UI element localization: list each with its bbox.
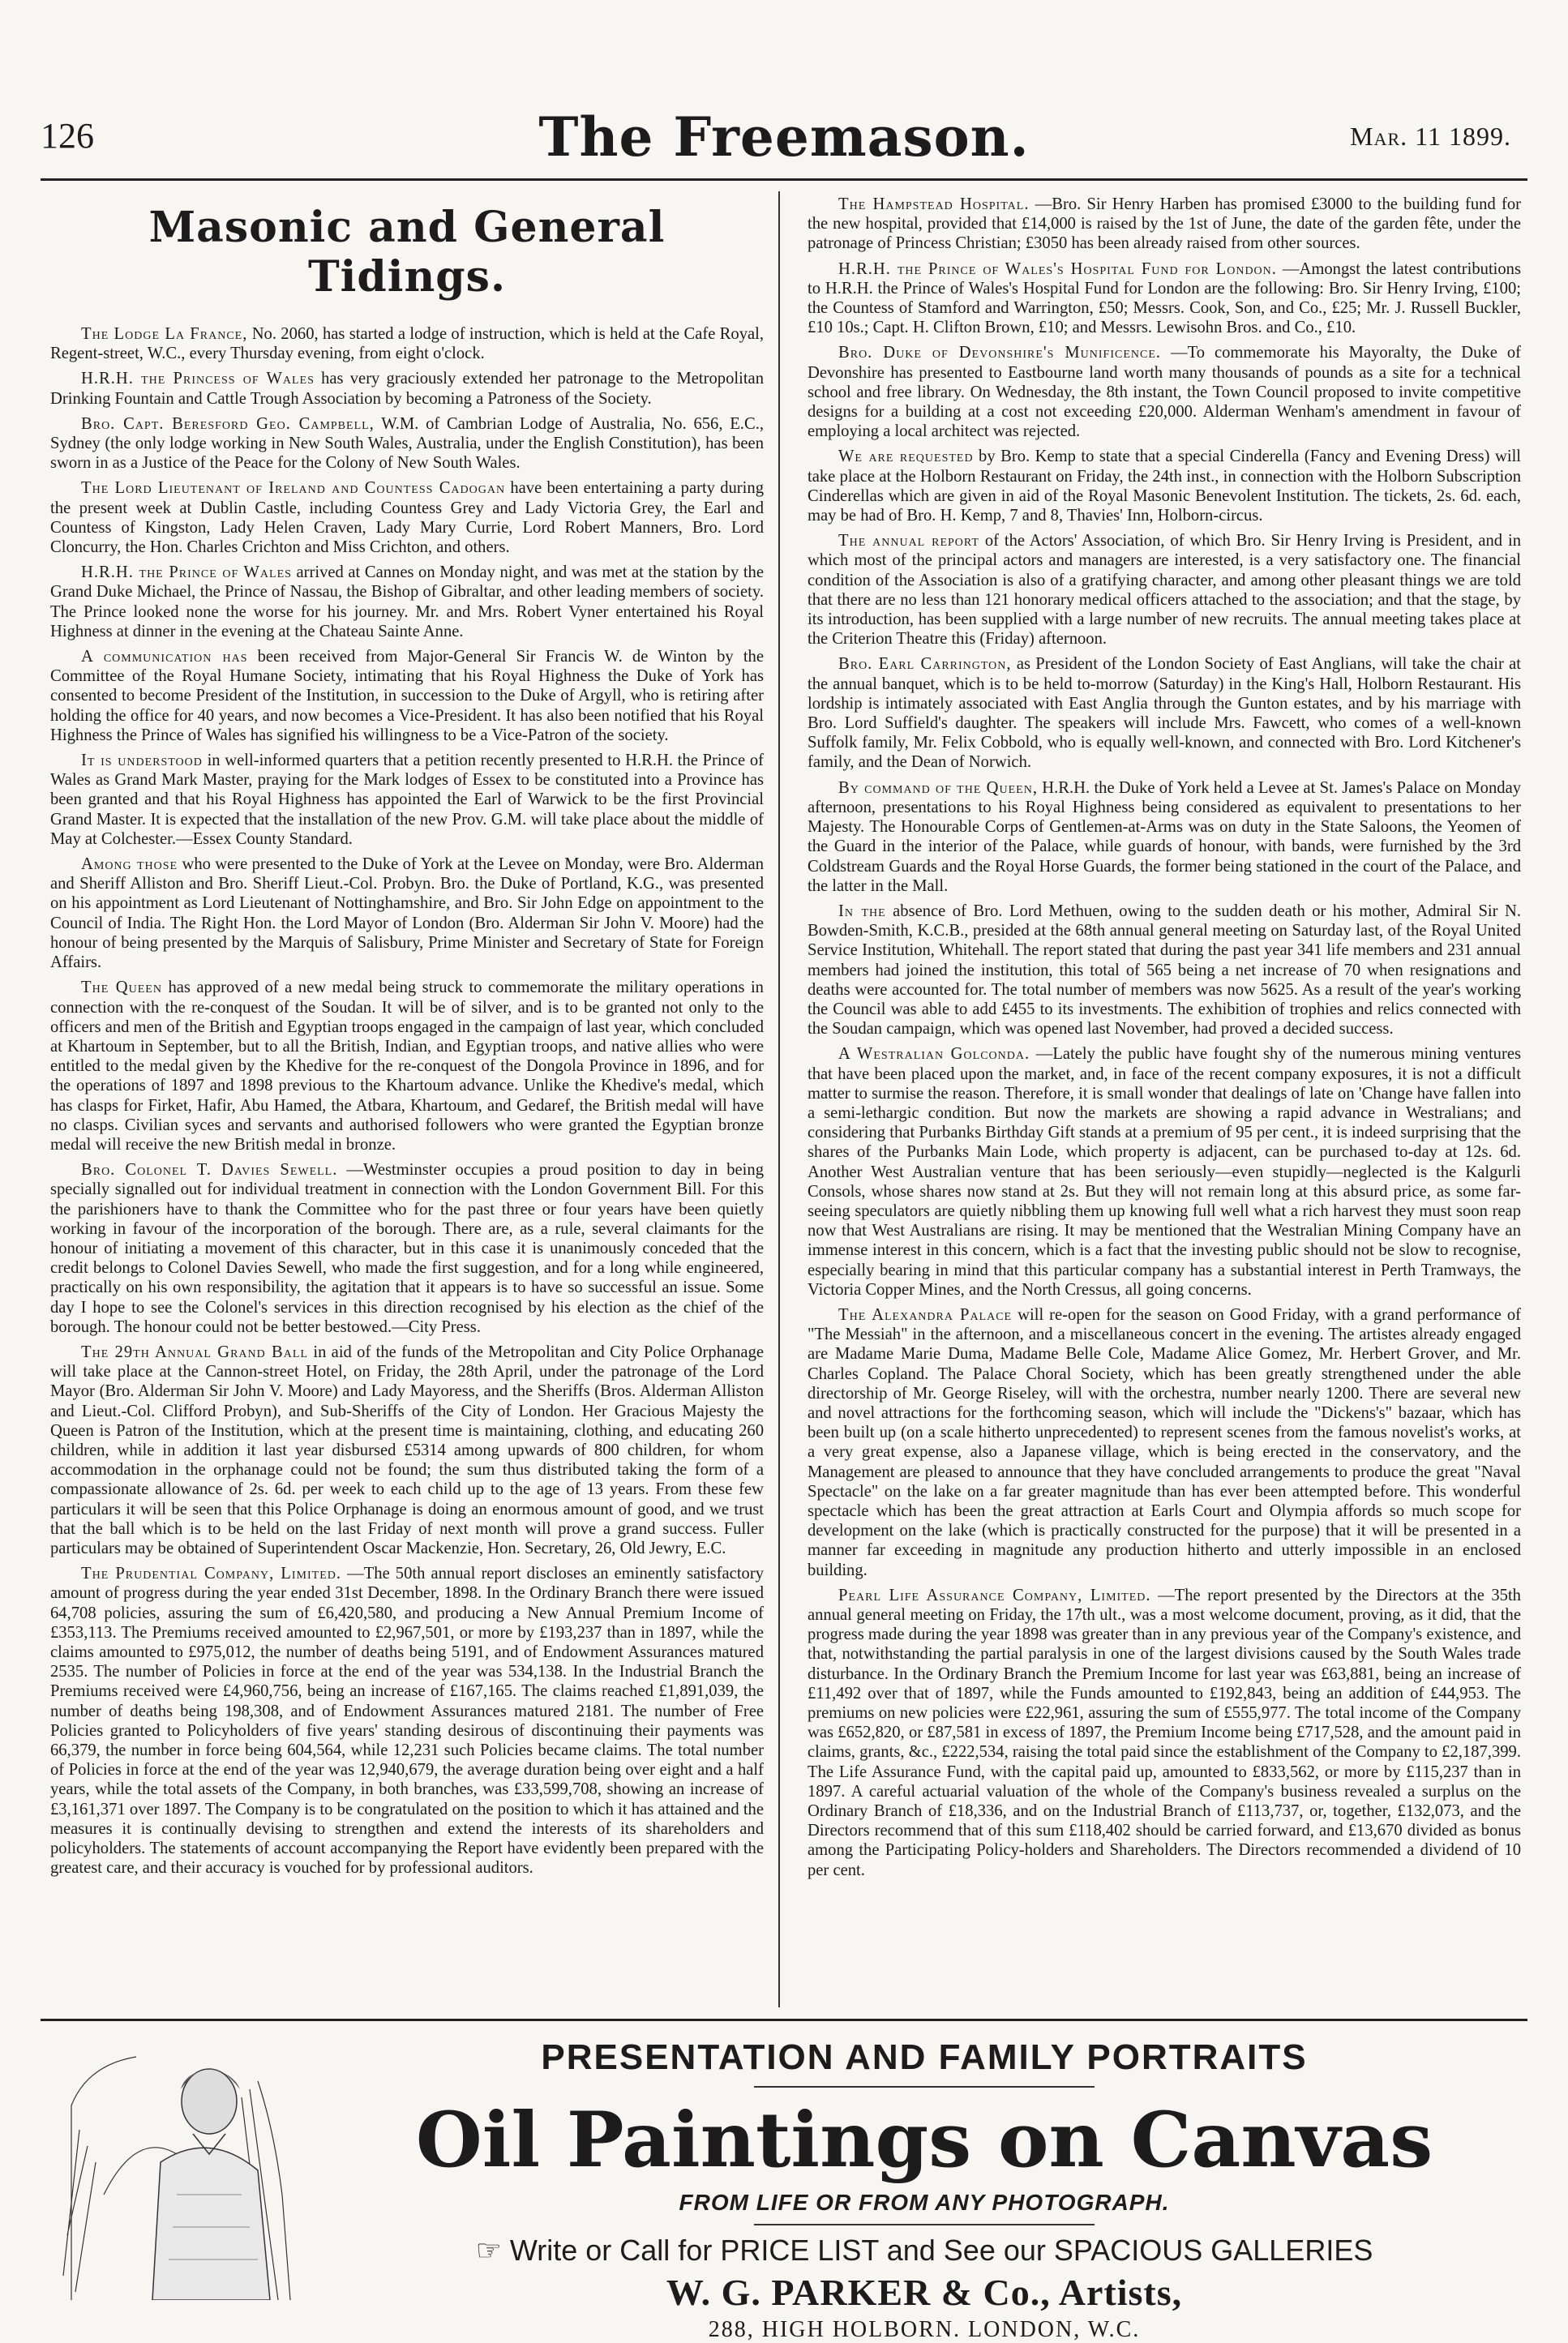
paragraph-lead: H.R.H. the Princess of Wales bbox=[81, 370, 315, 388]
paragraph-text: arrived at Cannes on Monday night, and was met at the station by the Grand Duke Michael, the Prince of Nassau, the Bishop of Gibraltar, and other leading members of society. The Prince looked none the worse for his journey. Mr. and Mrs. Robert Vyner entertained his Royal Highness at dinner in the evening at the Chateau Sainte Anne. bbox=[50, 563, 764, 640]
paragraph-text: —Lately the public have fought shy of the numerous mining ventures that have been placed upon the market, and, in face of the recent company exposures, it is not a difficult matter to surmise the reason. Therefore, it is small wonder that dealings of late on 'Change have fallen into a semi-lethargic condition. But now the markets are showing a rapid advance in Westralians; and considering that Purbanks Birthday Gift stands at a premium of 95 per cent., it is indeed surprising that the shares of the Purbanks Main Lode, which property is adjacent, can be purchased to-day at 12s. 6d. Another West Australian venture that has been seriously—even stupidly—neglected is the Kalgurli Consols, whose shares now stand at 2s. But they will not remain long at this absurd price, as some far-seeing speculators are quietly nibbling them up knowing full well what a rich harvest they must soon reap now that West Australians are rising. It may be mentioned that the Westralian Mining Company have an immense interest in this concern, which is a fact that the investing public should not be slow to recognise, especially bearing in mind that this particular company has a substantial interest in Perth Tramways, the Victoria Copper Mines, and the North Cressus, all going concerns. bbox=[808, 1045, 1521, 1299]
paragraph-lead: The Queen bbox=[81, 979, 162, 997]
paragraph-text: —Bro. Sir Henry Harben has promised £3000 to the building fund for the new hospital, provided that £14,000 is raised by the 1st of June, the date of the garden fête, under the patronage of Princess Christian; £3050 has been already raised from other sources. bbox=[808, 195, 1521, 253]
paragraph-text: of the Actors' Association, of which Bro. Sir Henry Irving is President, and in which most of the principal actors and managers are interested, is a very satisfactory one. The financial condition of the Association is also of a gratifying character, and among other pleasant things we are told that there are no less than 121 honorary medical officers attached to the association; and that the stage, by its introduction, has been supplied with a large number of new recruits. The annual meeting takes place at the Criterion Theatre this (Friday) afternoon. bbox=[808, 532, 1521, 649]
ad-text bbox=[332, 2021, 1516, 2343]
ad-rule bbox=[754, 2086, 1095, 2088]
issue-date: Mar. 11 1899. bbox=[1350, 122, 1511, 151]
news-paragraph bbox=[50, 1160, 764, 1337]
paragraph-lead: Pearl Life Assurance Company, Limited. bbox=[838, 1586, 1151, 1604]
paragraph-text: as President of the London Society of East Anglians, will take the chair at the annual banquet, which is to be held to-morrow (Saturday) in the King's Hall, Holborn Restaurant. His lordship is intimately associated with East Anglia through the Gunton estates, and by his marriage with Bro. Lord Suffield's daughter. The speakers will include Mrs. Fawcett, who comes of a well-known Suffolk family, Mr. Felix Cobbold, who is equally well-known, and connected with Bro. Lord Kitchener's family, and the Dean of Norwich. bbox=[808, 655, 1521, 772]
paragraph-text: —To commemorate his Mayoralty, the Duke of Devonshire has presented to Eastbourne land worth many thousands of pounds as a site for a technical school and free library. On Wednesday, the 8th instant, the Town Council proposed to invite competitive designs for a building at a cost not exceeding £20,000. Alderman Wenham's amendment in favour of employing a local architect was rejected. bbox=[808, 344, 1521, 441]
paragraph-text: H.R.H. the Duke of York held a Levee at St. James's Palace on Monday afternoon, presentations to his Royal Highness being considered as equivalent to presentations to her Majesty. The Honourable Corps of Gentlemen-at-Arms was on duty in the State Saloons, the Yeomen of the Guard in the interior of the Palace, while guards of honour, with bands, were furnished by the 3rd Coldstream Guards and the Royal Horse Guards, the former being stationed in the court of the Palace, and the latter in the Mall. bbox=[808, 778, 1521, 895]
ad-address: 288, HIGH HOLBORN. LONDON, W.C. bbox=[708, 2317, 1141, 2342]
paragraph-text: by Bro. Kemp to state that a special Cinderella (Fancy and Evening Dress) will take place at the Holborn Restaurant on Friday, the 24th inst., in connection with the Holborn Subscription Cinderellas which are given in aid of the Royal Masonic Benevolent Institution. The tickets, 2s. 6d. each, may be had of Bro. H. Kemp, 7 and 8, Thavies' Inn, Holborn-circus. bbox=[808, 448, 1521, 525]
portrait-engraving-image bbox=[55, 2032, 298, 2300]
paragraph-lead: H.R.H. the Prince of Wales bbox=[81, 563, 292, 582]
paragraph-lead: The 29th Annual Grand Ball bbox=[81, 1343, 309, 1361]
paragraph-lead: A Westralian Golconda. bbox=[838, 1045, 1030, 1064]
page-number: 126 bbox=[41, 116, 94, 156]
masthead: The Freemason. bbox=[538, 105, 1030, 169]
paragraph-text: been received from Major-General Sir Francis W. de Winton by the Committee of the Royal Humane Society, intimating that his Royal Highness the Duke of York has consented to become President of the Institution, in succession to the Duke of Argyll, who is retiring after holding the office for 40 years, and now becomes a Vice-President. It has also been notified that his Royal Highness the Prince of Wales has signified his willingness to be a Vice-Patron of the society. bbox=[50, 648, 764, 744]
paragraph-lead: Bro. Colonel T. Davies Sewell. bbox=[81, 1161, 338, 1180]
ad-heading: PRESENTATION AND FAMILY PORTRAITS bbox=[541, 2037, 1308, 2077]
news-paragraph bbox=[808, 447, 1521, 525]
news-paragraph bbox=[808, 778, 1521, 896]
right-column bbox=[808, 195, 1521, 2011]
page-header bbox=[41, 105, 1527, 170]
paragraph-lead: By command of the Queen, bbox=[838, 778, 1038, 797]
news-paragraph bbox=[808, 1586, 1521, 1880]
advertisement bbox=[41, 2019, 1527, 2342]
news-paragraph bbox=[50, 563, 764, 641]
news-paragraph bbox=[808, 343, 1521, 441]
paragraph-text: —The report presented by the Directors at the 35th annual general meeting on Friday, the 17th ult., was a most welcome document, proving, as it did, that the progress made during the year 1898 was greater than in any previous year of the Company's existence, and that, notwithstanding the partial paralysis in one of the largest divisions caused by the South Wales trade disturbance. In the Ordinary Branch the Premium Income for last year was £63,881, being an increase of £11,492 over that of 1897, while the Funds amounted to £192,843, being an addition of £44,953. The premiums on new policies were £22,961, assuring the sum of £555,977. The total income of the Company was £652,820, or £87,581 in excess of 1897, the Premium Income being £717,528, and the amount paid in claims, grants, &c., £222,534, raising the total paid since the establishment of the Company to £2,187,399. The Life Assurance Fund, with the capital paid up, amounted to £833,562, or more by £115,237 than in 1897. A careful actuarial valuation of the whole of the Company's business revealed a surplus on the Ordinary Branch of £18,336, and on the Industrial Branch of £113,737, or, together, £132,073, and the Directors recommend that of this sum £118,402 should be carried forward, and £13,670 divided as bonus among the Participating Policy-holders and Shareholders. The Directors recommended a dividend of 10 per cent. bbox=[808, 1586, 1521, 1879]
news-paragraph bbox=[808, 1305, 1521, 1580]
paragraph-lead: H.R.H. the Prince of Wales's Hospital Fund for London. bbox=[838, 259, 1277, 278]
news-paragraph bbox=[808, 531, 1521, 649]
news-paragraph bbox=[50, 978, 764, 1154]
paragraph-text: absence of Bro. Lord Methuen, owing to the sudden death or his mother, Admiral Sir N. Bowden-Smith, K.C.B., presided at the 68th annual general meeting on Saturday last, of the Royal United Service Institution, Whitehall. The report stated that during the past year 341 life members and 231 annual members had joined the institution, this total of 565 being a net increase of 70 when resignations and deaths were accounted for. The total number of members was now 5625. As a result of the year's working the Council was able to add £455 to its investments. The exhibition of trophies and relics connected with the Soudan campaign, which was opened last November, had proved a decided success. bbox=[808, 902, 1521, 1039]
news-paragraph bbox=[808, 1044, 1521, 1300]
paragraph-lead: A communication has bbox=[81, 648, 248, 666]
paragraph-lead: In the bbox=[838, 902, 886, 920]
paragraph-text: has very graciously extended her patronage to the Metropolitan Drinking Fountain and Cattle Trough Association by becoming a Patroness of the Society. bbox=[50, 370, 764, 408]
news-paragraph bbox=[808, 195, 1521, 254]
paragraph-lead: The Lodge La France, bbox=[81, 325, 248, 343]
paragraph-lead: Bro. Capt. Beresford Geo. Campbell, bbox=[81, 414, 375, 433]
news-paragraph bbox=[808, 654, 1521, 772]
paragraph-text: have been entertaining a party during the present week at Dublin Castle, including Countess Grey and Lady Victoria Grey, the Earl and Countess of Kingston, Lady Helen Craven, Lady Mary Currie, Lord Robert Manners, Bro. Lord Cloncurry, the Hon. Charles Crichton and Miss Crichton, and others. bbox=[50, 479, 764, 557]
paragraph-lead: Among those bbox=[81, 855, 178, 874]
paragraph-text: —The 50th annual report discloses an eminently satisfactory amount of progress during the year ended 31st December, 1898. In the Ordinary Branch there were issued 64,708 policies, assuring the sum of £6,420,580, and producing a New Annual Premium Income of £353,113. The Premiums received amounted to £2,967,501, or more by £193,237 than in 1897, while the claims amounted to £975,012, the number of deaths being 5191, and of Endowment Assurances matured 2535. The number of Policies in force at the end of the year was 534,138. In the Industrial Branch the Premiums received were £4,960,756, being an increase of £167,165. The claims reached £1,891,039, the number of deaths being 198,308, and of Endowment Assurances matured 2181. The number of Free Policies granted to Policyholders of five years' standing desirous of discontinuing their payments was 66,379, the number in force being 604,564, while 12,231 such Policies became claims. The total number of Policies in force at the end of the year was 12,940,679, the average duration being over eight and a half years, while the total assets of the Company, in both branches, was £33,599,708, showing an increase of £3,161,371 over 1897. The Company is to be congratulated on the position to which it has attained and the measures it is continually devising to strengthen and extend the interests of its shareholders and policyholders. The statements of account accompanying the Report have evidently been prepared with the greatest care, and their accuracy is vouched for by professional auditors. bbox=[50, 1565, 764, 1878]
news-paragraph bbox=[50, 647, 764, 745]
paragraph-text: has approved of a new medal being struck to commemorate the military operations in connection with the re-conquest of the Soudan. It will be of silver, and is to be granted not only to the officers and men of the British and Egyptian troops engaged in the campaign of last year, which concluded at Khartoum in September, but to all the British, Indian, and Egyptian troops, and native allies who were entitled to the medal given by the Khedive for the re-conquest of the Dongola Province in 1896, and for the operations of 1897 and 1898 previous to the Khartoum advance. Unlike the Khedive's medal, which has clasps for Firket, Hafir, Abu Hamed, the Atbara, Khartoum, and Gedaref, the British medal will have no clasps. Civilian syces and servants and authorised followers who were granted the Egyptian bronze medal will receive the new British medal in bronze. bbox=[50, 979, 764, 1154]
paragraph-text: —Amongst the latest contributions to H.R.H. the Prince of Wales's Hospital Fund for London are the following: Bro. Sir Henry Irving, £100; the Countess of Stamford and Warrington, £50; Messrs. Cook, Son, and Co., £25; Mr. J. Russell Buckler, £10 10s.; Capt. H. Clifton Brown, £10; and Messrs. Lewisohn Bros. and Co., £10. bbox=[808, 259, 1521, 337]
left-column bbox=[50, 195, 764, 2011]
paragraph-lead: The Alexandra Palace bbox=[838, 1305, 1013, 1324]
paragraph-text: who were presented to the Duke of York at the Levee on Monday, were Bro. Alderman and Sheriff Alliston and Bro. Sheriff Lieut.-Col. Probyn. Bro. the Duke of Portland, K.G., was presented on his appointment as Lord Lieutenant of Nottinghamshire, and Bro. Sir John Edge on appointment to the Council of India. The Right Hon. the Lord Mayor of London (Bro. Alderman Sir John V. Moore) had the honour of being presented by the Marquis of Salisbury, Prime Minister and Secretary of State for Foreign Affairs. bbox=[50, 855, 764, 972]
news-paragraph bbox=[50, 478, 764, 557]
section-title: Masonic and General Tidings. bbox=[148, 203, 666, 302]
paragraph-text: No. 2060, has started a lodge of instruction, which is held at the Cafe Royal, Regent-street, W.C., every Thursday evening, from eight o'clock. bbox=[50, 325, 764, 363]
paragraph-lead: Bro. Duke of Devonshire's Munificence. bbox=[838, 344, 1162, 362]
ad-subtitle: FROM LIFE OR FROM ANY PHOTOGRAPH. bbox=[679, 2190, 1170, 2215]
news-paragraph bbox=[50, 751, 764, 849]
paragraph-text: —Westminster occupies a proud position to day in being specially signalled out for individual treatment in connection with the London Government Bill. For this the parishioners have to thank the Committee who for the past three or four years have been quietly working in favour of the incorporation of the borough. There are, as a rule, several claimants for the honour of initiating a movement of this character, but in this case it is unanimously conceded that the credit belongs to Colonel Davies Sewell, who made the first suggestion, and for a long while engineered, practically on his own responsibility, the agitation that it appears is to have so successful an issue. Some day I hope to see the Colonel's services in this direction recognised by his election as the chief of the borough. The honour could not be better bestowed.—City Press. bbox=[50, 1161, 764, 1336]
news-paragraph bbox=[50, 1343, 764, 1558]
news-paragraph bbox=[50, 324, 764, 363]
news-paragraph bbox=[50, 414, 764, 473]
paragraph-lead: It is understood bbox=[81, 752, 203, 770]
paragraph-lead: The annual report bbox=[838, 532, 979, 550]
ad-company: W. G. PARKER & Co., Artists, bbox=[666, 2272, 1183, 2313]
paragraph-text: in well-informed quarters that a petition recently presented to H.R.H. the Prince of Wales as Grand Mark Master, praying for the Mark lodges of Essex to be constituted into a Province has been granted and that his Royal Highness has appointed the Earl of Warwick to be the first Provincial Grand Master. It is expected that the installation of the new Prov. G.M. will take place about the middle of May at Colchester.—Essex County Standard. bbox=[50, 752, 764, 848]
paragraph-lead: The Hampstead Hospital. bbox=[838, 195, 1030, 213]
news-paragraph bbox=[50, 1564, 764, 1878]
paragraph-lead: We are requested bbox=[838, 448, 974, 466]
paragraph-text: in aid of the funds of the Metropolitan and City Police Orphanage will take place at the Cannon-street Hotel, on Friday, the 28th April, under the patronage of the Lord Mayor (Bro. Alderman Sir John V. Moore) and Lady Mayoress, and the Sheriffs (Bros. Alderman Alliston and Lieut.-Col. Clifford Probyn), and Sub-Sheriffs of the City of London. Her Gracious Majesty the Queen is Patron of the Institution, which at the present time is maintaining, clothing, and educating 260 children, while in addition it last year disbursed £5314 among upwards of 800 children, for whom accommodation in the orphanage could not be found; the sum thus distributed taking the form of a compassionate allowance of 2s. 6d. per week to each child up to the age of 13 years. From these few particulars it will be seen that this Police Orphanage is doing an enormous amount of good, and we trust that the ball which is to be held on the last Friday of next month will prove a grand success. Fuller particulars may be obtained of Superintendent Oscar Mackenzie, Hon. Secretary, 26, Old Jewry, E.C. bbox=[50, 1343, 764, 1557]
paragraph-lead: The Prudential Company, Limited. bbox=[81, 1565, 342, 1583]
header-rule bbox=[41, 178, 1527, 181]
ad-call-to-action: ☞ Write or Call for PRICE LIST and See our SPACIOUS GALLERIES bbox=[475, 2234, 1373, 2267]
paragraph-lead: The Lord Lieutenant of Ireland and Countess Cadogan bbox=[81, 479, 506, 498]
news-paragraph bbox=[808, 259, 1521, 338]
news-paragraph bbox=[50, 855, 764, 972]
ad-rule-2 bbox=[754, 2224, 1095, 2225]
paragraph-lead: Bro. Earl Carrington, bbox=[838, 655, 1012, 674]
ad-title: Oil Paintings on Canvas bbox=[415, 2096, 1433, 2185]
paragraph-text: will re-open for the season on Good Friday, with a grand performance of "The Messiah" in the afternoon, and a miscellaneous concert in the evening. The artistes already engaged are Madame Marie Duma, Madame Belle Cole, Madame Alice Gomez, Mr. Herbert Grover, and Mr. Charles Copland. The Palace Choral Society, which has been greatly strengthened under the able directorship of Mr. George Riseley, will with the orchestra, number nearly 1200. There are several new and novel attractions for the forthcoming season, which will include the "Dickens's" bazaar, which has been built up (on a scale hitherto unprecedented) to represent scenes from the famous novelist's works, at a very great expense, also a Japanese village, which is being erected in the conservatory, and the Management are pleased to announce that they have concluded arrangements to produce the great "Naval Spectacle" on the lake on a far greater magnitude than has ever been attempted before. This wonderful spectacle which has been the great attraction at Earls Court and Olympia affords so much scope for development on the lake (which is practically constructed for the purpose) that it will be presented in a manner far exceeding in magnitude any production hitherto and utterly impossible in an enclosed building. bbox=[808, 1305, 1521, 1579]
news-paragraph bbox=[50, 369, 764, 408]
paragraph-text: W.M. of Cambrian Lodge of Australia, No. 656, E.C., Sydney (the only lodge working in New South Wales, Australia, under the English Constitution), has been sworn in as a Justice of the Peace for the Colony of New South Wales. bbox=[50, 414, 764, 473]
news-paragraph bbox=[808, 902, 1521, 1039]
column-divider bbox=[778, 191, 780, 2007]
